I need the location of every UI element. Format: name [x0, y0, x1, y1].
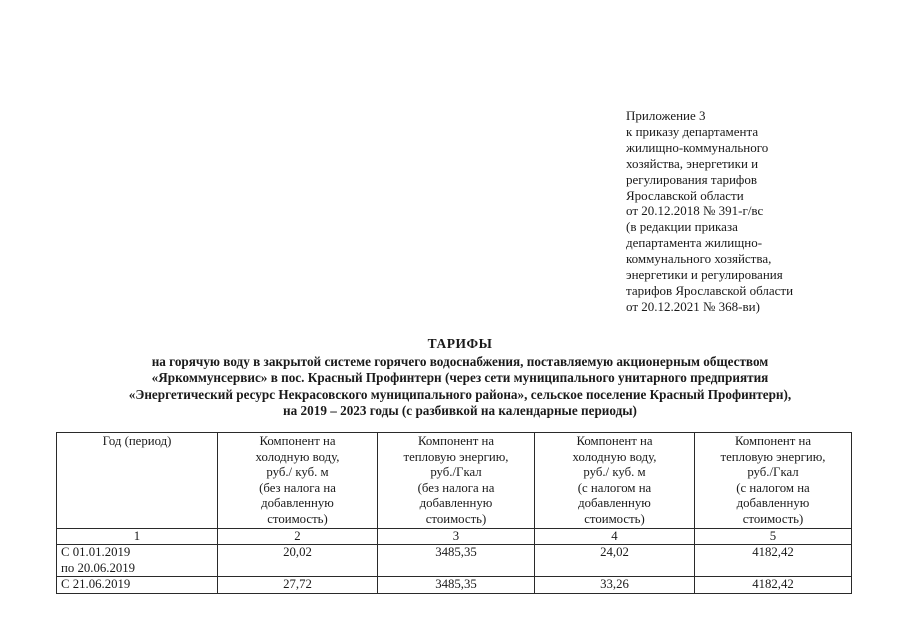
tariffs-table [56, 432, 852, 594]
header-line: стоимость) [742, 511, 804, 526]
table-header-row [57, 433, 852, 529]
appendix-line: энергетики и регулирования [626, 267, 783, 283]
header-line: стоимость) [425, 511, 487, 526]
header-line: руб./ куб. м [583, 465, 646, 480]
column-number: 5 [695, 528, 852, 545]
value-cell: 33,26 [535, 577, 695, 594]
header-line: Компонент на [734, 434, 812, 448]
header-line: Год (период) [102, 434, 172, 448]
period-line: С 21.06.2019 [61, 577, 131, 592]
header-line: (с налогом на [577, 480, 652, 495]
period-line: С 01.01.2019 [61, 545, 131, 560]
header-line: (с налогом на [736, 480, 810, 495]
value-cell: 4182,42 [695, 545, 852, 577]
header-cell-heat-energy-with-vat [695, 433, 852, 529]
header-line: добавленную [419, 496, 493, 511]
value-cell: 3485,35 [378, 577, 535, 594]
title-line: на горячую воду в закрытой системе горячего водоснабжения, поставляемую акционерным обществом [151, 353, 769, 369]
value-cell: 4182,42 [695, 577, 852, 594]
appendix-line: департамента жилищно- [626, 235, 763, 251]
header-line: холодную воду, [255, 449, 340, 464]
header-line: тепловую энергию, [403, 449, 509, 464]
appendix-line: коммунального хозяйства, [626, 251, 772, 267]
appendix-line: (в редакции приказа [626, 219, 738, 235]
header-cell-cold-water-with-vat [535, 433, 695, 529]
title-heading: ТАРИФЫ [427, 336, 493, 351]
header-line: добавленную [578, 496, 651, 511]
table-row [57, 545, 852, 577]
appendix-line: от 20.12.2021 № 368-ви) [626, 298, 760, 314]
value-cell: 27,72 [218, 577, 378, 594]
column-number: 3 [378, 528, 535, 545]
header-line: (без налога на [417, 480, 495, 495]
appendix-line: Ярославской области [626, 187, 744, 203]
title-line: «Яркоммунсервис» в пос. Красный Профинтерн (через сети муниципального унитарного предприятия [151, 370, 769, 386]
appendix-line: тарифов Ярославской области [626, 282, 794, 298]
column-number: 1 [57, 528, 218, 545]
header-cell-cold-water-no-vat [218, 433, 378, 529]
header-line: руб./ куб. м [266, 465, 329, 480]
period-cell [57, 577, 218, 594]
title-line: «Энергетический ресурс Некрасовского муниципального района», сельское поселение Красный Профинтерн), [128, 386, 792, 402]
period-line: по 20.06.2019 [61, 560, 136, 575]
header-line: (без налога на [259, 480, 336, 495]
appendix-line: от 20.12.2018 № 391-г/вс [626, 203, 764, 219]
appendix-note [626, 108, 866, 315]
column-number-row [57, 528, 852, 545]
header-cell-period [57, 433, 218, 529]
appendix-line: Приложение 3 [626, 108, 706, 123]
value-cell: 3485,35 [378, 545, 535, 577]
header-line: Компонент на [417, 434, 495, 448]
column-number: 4 [535, 528, 695, 545]
header-line: Компонент на [576, 434, 653, 448]
appendix-line: жилищно-коммунального [626, 139, 769, 155]
appendix-line: к приказу департамента [626, 123, 759, 139]
header-line: руб./Гкал [747, 465, 799, 480]
value-cell: 24,02 [535, 545, 695, 577]
appendix-line: хозяйства, энергетики и [626, 155, 759, 171]
header-line: Компонент на [259, 434, 336, 448]
value-cell: 20,02 [218, 545, 378, 577]
header-line: стоимость) [584, 511, 645, 526]
appendix-line: регулирования тарифов [626, 171, 757, 187]
header-line: холодную воду, [572, 449, 657, 464]
header-line: добавленную [261, 496, 334, 511]
header-line: руб./Гкал [430, 465, 482, 480]
title-line: на 2019 – 2023 годы (с разбивкой на календарные периоды) [283, 403, 637, 419]
header-line: добавленную [736, 496, 810, 511]
header-line: тепловую энергию, [720, 449, 826, 464]
header-cell-heat-energy-no-vat [378, 433, 535, 529]
header-line: стоимость) [267, 511, 328, 526]
table-row [57, 577, 852, 594]
column-number: 2 [218, 528, 378, 545]
period-cell [57, 545, 218, 577]
document-title [60, 336, 860, 420]
